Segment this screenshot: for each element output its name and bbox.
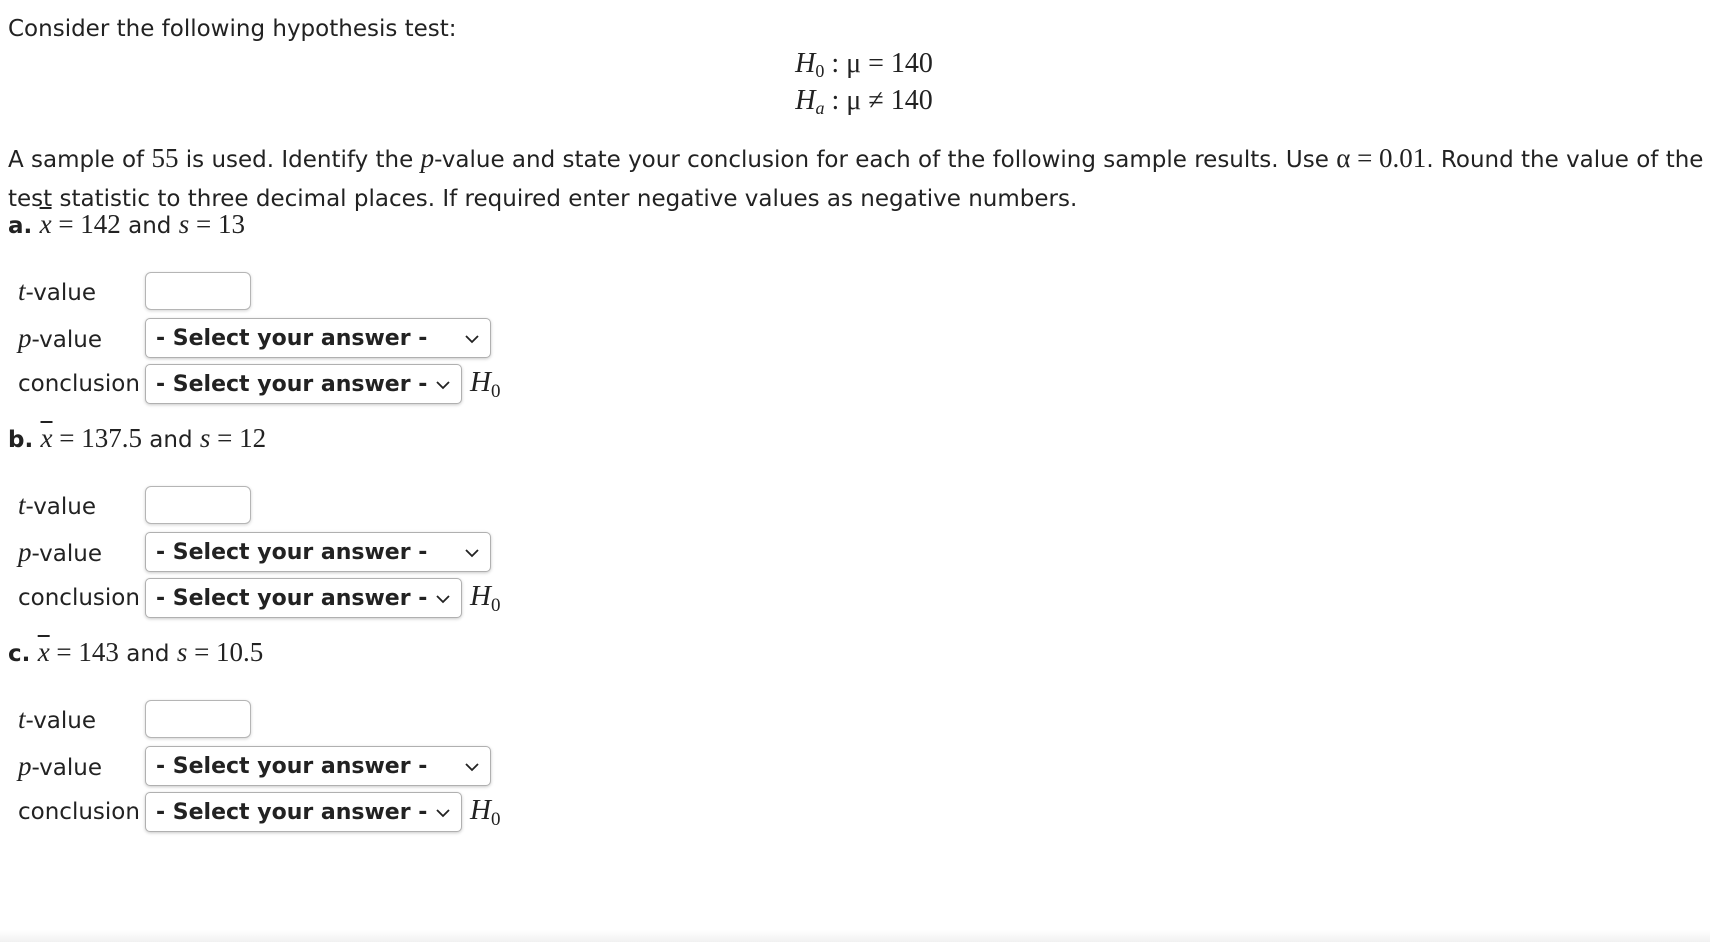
t-value-label: t-value	[18, 489, 97, 520]
h0-symbol: $H_0$	[470, 793, 501, 830]
null-hypothesis-relation: : μ = 140	[831, 48, 933, 79]
conclusion-label: conclusion	[18, 371, 140, 397]
part-b-conclusion-select[interactable]: - Select your answer -	[145, 578, 462, 618]
chevron-down-icon	[433, 375, 453, 395]
null-hypothesis: $H_0$ : μ = 140	[795, 48, 933, 81]
part-b-p-value-row	[18, 532, 491, 572]
part-b-header: b. $\overline{x} = 137.5$ and s = 12	[8, 423, 267, 453]
part-c-p-value-select[interactable]: - Select your answer -	[145, 746, 491, 786]
part-a-p-value-row	[18, 318, 491, 358]
chevron-down-icon	[462, 543, 482, 563]
part-b-t-value-input[interactable]	[145, 486, 251, 524]
t-value-label: t-value	[18, 275, 97, 306]
alternative-hypothesis-relation: : μ ≠ 140	[831, 85, 933, 116]
part-a-t-value-row	[18, 271, 251, 311]
part-a-conclusion-select[interactable]: - Select your answer -	[145, 364, 462, 404]
part-b-conclusion-row	[18, 578, 500, 618]
part-c-t-value-row	[18, 699, 251, 739]
chevron-down-icon	[462, 329, 482, 349]
part-c-conclusion-row	[18, 792, 500, 832]
part-b-p-value-select[interactable]: - Select your answer -	[145, 532, 491, 572]
p-value-label: p-value	[18, 322, 103, 353]
part-a-p-value-select[interactable]: - Select your answer -	[145, 318, 491, 358]
h0-symbol: $H_0$	[470, 365, 501, 402]
instructions: A sample of 55 is used. Identify the p-value and state your conclusion for each of the following sample results. Use α = 0.01. Round the value of the test statistic to three decimal places. If required enter negative values as negative numbers.	[8, 143, 1704, 212]
part-a-conclusion-row	[18, 364, 500, 404]
part-a-header: a. $\overline{x} = 142$ and s = 13	[8, 209, 245, 239]
chevron-down-icon	[433, 803, 453, 823]
part-c-conclusion-select[interactable]: - Select your answer -	[145, 792, 462, 832]
conclusion-label: conclusion	[18, 585, 140, 611]
part-a-t-value-input[interactable]	[145, 272, 251, 310]
t-value-label: t-value	[18, 703, 97, 734]
intro-text: Consider the following hypothesis test:	[8, 16, 457, 42]
chevron-down-icon	[462, 757, 482, 777]
conclusion-label: conclusion	[18, 799, 140, 825]
part-c-header: c. $\overline{x} = 143$ and s = 10.5	[8, 637, 264, 667]
alpha-level: α = 0.01	[1336, 143, 1427, 173]
chevron-down-icon	[433, 589, 453, 609]
part-c-p-value-row	[18, 746, 491, 786]
p-value-label: p-value	[18, 750, 103, 781]
p-value-label: p-value	[18, 536, 103, 567]
page-bottom-edge	[0, 930, 1710, 942]
alternative-hypothesis: $H_a$ : μ ≠ 140	[795, 85, 933, 118]
part-b-t-value-row	[18, 485, 251, 525]
part-c-t-value-input[interactable]	[145, 700, 251, 738]
sample-size: 55	[151, 143, 179, 173]
h0-symbol: $H_0$	[470, 579, 501, 616]
